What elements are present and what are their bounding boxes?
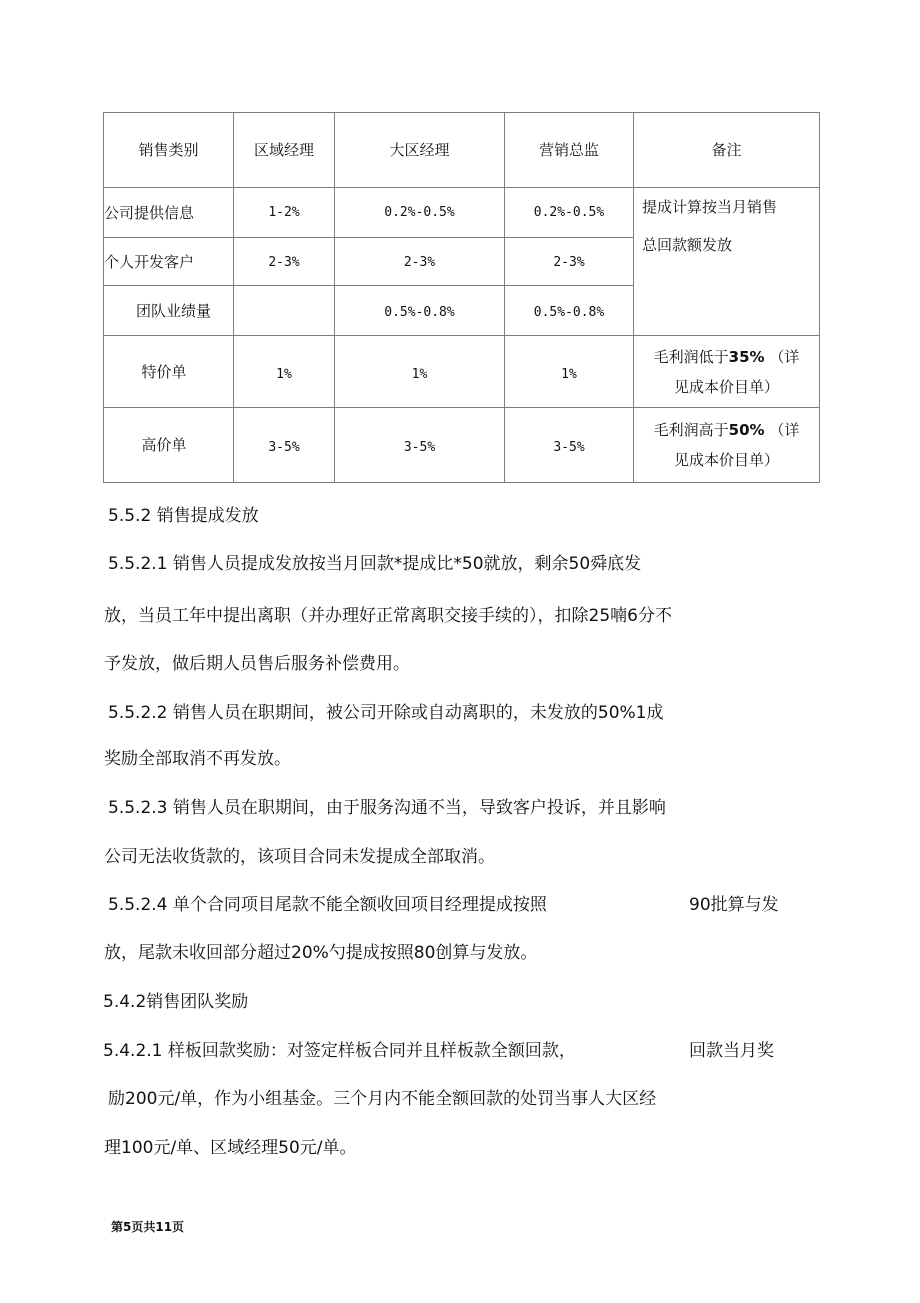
remark-text: （详 — [769, 421, 800, 439]
table-cell-value: 2-3% — [268, 255, 300, 270]
section-heading-5-5-2: 5.5.2 销售提成发放 — [108, 506, 259, 526]
header-category: 销售类别 — [138, 141, 199, 159]
paragraph-line: 放，当员工年中提出离职（并办理好正常离职交接手续的），扣除25喃6分不 — [104, 606, 672, 626]
remark-text: 毛利润低于 — [653, 347, 729, 366]
remark-threshold: 35% — [728, 347, 765, 366]
merged-remark-line-2: 总回款额发放 — [642, 236, 733, 254]
remark-text: （详 — [769, 347, 800, 366]
paragraph-line: 予发放，做后期人员售后服务补偿费用。 — [104, 654, 410, 674]
table-cell-value: 2-3% — [403, 255, 436, 270]
table-cell-value: 0.5%-0.8% — [533, 304, 605, 320]
table-cell-category: 高价单 — [141, 436, 187, 454]
table-cell-category: 个人开发客户 — [104, 252, 195, 271]
header-remarks: 备注 — [711, 141, 742, 159]
remark-threshold: 50% — [728, 421, 765, 439]
merged-remark — [642, 188, 819, 335]
header-district-manager: 大区经理 — [389, 141, 450, 159]
page-number: 第5页共11页 — [111, 1220, 185, 1234]
paragraph-line: 回款当月奖 — [689, 1041, 774, 1061]
table-cell-category: 公司提供信息 — [104, 203, 195, 222]
table-line — [819, 112, 820, 483]
header-regional-manager: 区域经理 — [253, 141, 314, 159]
remark-text: 见成本价目单） — [673, 377, 779, 396]
paragraph-line: 公司无法收货款的，该项目合同未发提成全部取消。 — [104, 847, 495, 867]
paragraph-line: 90批算与发 — [689, 895, 779, 915]
section-heading-5-4-2: 5.4.2销售团队奖励 — [103, 992, 249, 1012]
table-cell-value: 3-5% — [403, 440, 436, 455]
paragraph-line: 5.5.2.3 销售人员在职期间，由于服务沟通不当，导致客户投诉，并且影响 — [108, 798, 666, 818]
table-cell-value — [234, 286, 334, 339]
table-cell-value: 1% — [276, 366, 292, 382]
table-cell-category: 团队业绩量 — [135, 301, 211, 320]
table-cell-value: 0.5%-0.8% — [384, 304, 455, 320]
table-cell-value: 0.2%-0.5% — [384, 204, 455, 220]
paragraph-line: 5.5.2.1 销售人员提成发放按当月回款*提成比*50就放，剩余50舜底发 — [108, 554, 642, 574]
paragraph-line: 理100元/单、区域经理50元/单。 — [104, 1138, 357, 1158]
header-marketing-director: 营销总监 — [538, 141, 599, 159]
paragraph-line: 奖励全部取消不再发放。 — [104, 749, 291, 769]
table-cell-value: 0.2%-0.5% — [533, 204, 605, 220]
table-cell-value: 1-2% — [268, 204, 300, 220]
paragraph-line: 励200元/单，作为小组基金。三个月内不能全额回款的处罚当事人大区经 — [108, 1089, 657, 1109]
high-price-remark — [634, 408, 819, 482]
paragraph-line: 5.5.2.2 销售人员在职期间，被公司开除或自动离职的，未发放的50%1成 — [108, 703, 664, 723]
table-cell-value: 1% — [411, 366, 428, 382]
table-cell-value: 1% — [561, 366, 577, 382]
remark-text: 毛利润高于 — [653, 421, 729, 439]
merged-remark-line-1: 提成计算按当月销售 — [642, 198, 778, 216]
paragraph-line: 5.4.2.1 样板回款奖励：对签定样板合同并且样板款全额回款， — [103, 1041, 576, 1061]
table-cell-value: 3-5% — [553, 440, 585, 455]
table-cell-category: 特价单 — [141, 362, 187, 381]
table-cell-value: 2-3% — [553, 255, 585, 270]
paragraph-line: 放，尾款未收回部分超过20%勺提成按照80创算与发放。 — [104, 943, 538, 963]
remark-text: 见成本价目单） — [673, 451, 779, 469]
special-price-remark — [634, 336, 819, 407]
table-cell-value: 3-5% — [268, 440, 300, 455]
paragraph-line: 5.5.2.4 单个合同项目尾款不能全额收回项目经理提成按照 — [108, 895, 547, 915]
